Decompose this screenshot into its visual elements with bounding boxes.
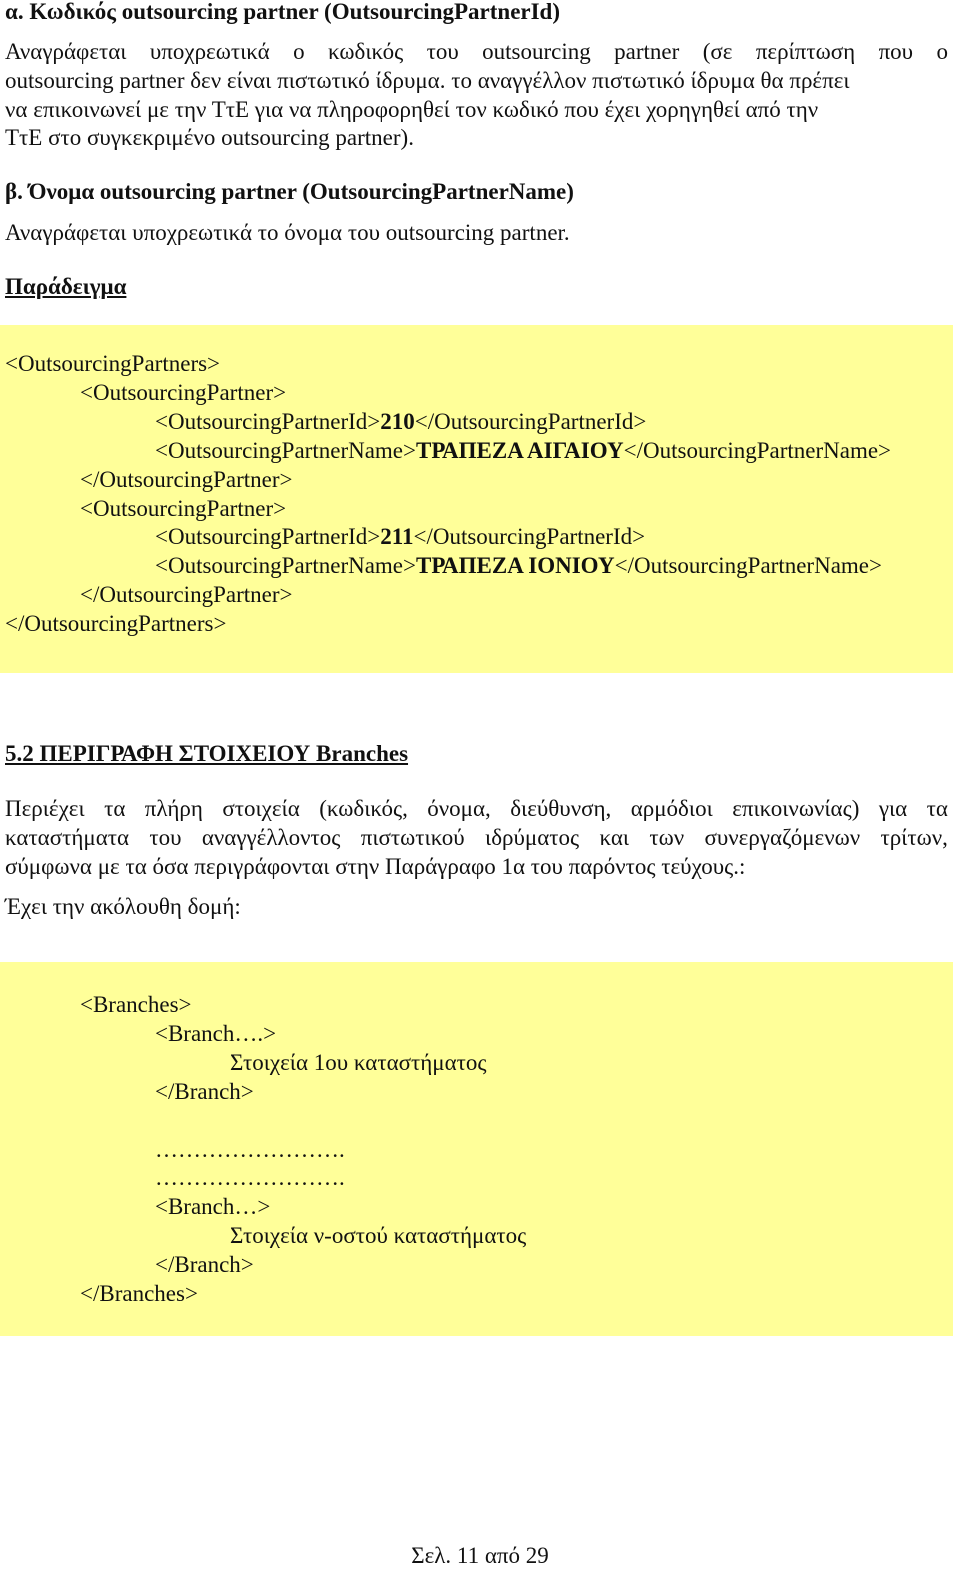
code-line-7-close: </OutsourcingPartnerId> [413, 524, 646, 549]
section-b-heading: β. Όνομα outsourcing partner (OutsourcingPartnerName) [5, 179, 574, 204]
struct-line-10: </Branches> [80, 1281, 198, 1306]
code-line-8-close: </OutsourcingPartnerName> [614, 553, 882, 578]
section-a-paragraph [5, 38, 948, 153]
word: των [649, 824, 685, 850]
word: πιστωτικού [360, 824, 465, 850]
section-52-line-3: σύμφωνα με τα όσα περιγράφονται στην Παράγραφο 1α του παρόντος τεύχους.: [5, 853, 746, 879]
code-line-7-value: 211 [380, 524, 414, 549]
word: ο [293, 39, 305, 64]
code-line-8-open: <OutsourcingPartnerName> [155, 553, 416, 578]
section-a-line-2: outsourcing partner δεν είναι πιστωτικό ίδρυμα. το αναγγέλλον πιστωτικό ίδρυμα θα πρέπει [5, 67, 850, 93]
word: διεύθυνση, [510, 796, 612, 821]
code-line-4-close: </OutsourcingPartnerName> [623, 438, 892, 463]
word: τα [926, 796, 948, 821]
section-a-line-3: να επικοινωνεί με την ΤτΕ για να πληροφορηθεί τον κωδικό που έχει χορηγηθεί από την [5, 96, 819, 122]
code-line-7-open: <OutsourcingPartnerId> [155, 524, 381, 549]
code-line-4-open: <OutsourcingPartnerName> [155, 438, 416, 463]
code-line-3-close: </OutsourcingPartnerId> [414, 409, 647, 434]
struct-line-1: <Branches> [80, 992, 192, 1017]
section-52-heading: 5.2 ΠΕΡΙΓΡΑΦΗ ΣΤΟΙΧΕΙΟΥ Branches [5, 741, 409, 766]
code-line-8 [155, 552, 882, 581]
section-a-line-1 [5, 38, 948, 67]
word: partner [614, 39, 680, 64]
word: περίπτωση [755, 39, 856, 64]
word: outsourcing [482, 39, 591, 64]
word: Αναγράφεται [5, 39, 127, 64]
word: του [426, 39, 459, 64]
code-line-2: <OutsourcingPartner> [80, 380, 287, 405]
word: (κωδικός, [319, 796, 408, 821]
word: Περιέχει [5, 796, 85, 821]
section-52-line-2 [5, 824, 948, 853]
code-line-4 [155, 437, 891, 466]
code-line-3-open: <OutsourcingPartnerId> [155, 409, 381, 434]
code-line-4-value: ΤΡΑΠΕΖΑ ΑΙΓΑΙΟΥ [416, 438, 624, 463]
struct-line-3: Στοιχεία 1ου καταστήματος [230, 1050, 487, 1075]
example-code-box [0, 325, 953, 673]
code-line-1: <OutsourcingPartners> [5, 351, 221, 376]
code-line-9: </OutsourcingPartner> [80, 582, 293, 607]
word: αναγγέλλοντος [201, 824, 341, 850]
word: αρμόδιοι [630, 796, 713, 821]
example-label: Παράδειγμα [5, 274, 127, 299]
struct-line-6: ……………………. [155, 1165, 345, 1190]
section-52-paragraph [5, 795, 948, 881]
code-line-8-value: ΤΡΑΠΕΖΑ ΙΟΝΙΟΥ [416, 553, 615, 578]
struct-line-7: <Branch…> [155, 1194, 271, 1219]
structure-intro: Έχει την ακόλουθη δομή: [5, 894, 241, 919]
word: καταστήματα [5, 824, 130, 850]
code-line-7 [155, 523, 645, 552]
code-line-3-value: 210 [380, 409, 415, 434]
word: ο [936, 39, 948, 64]
section-a-line-4: ΤτΕ στο συγκεκριμένο outsourcing partner). [5, 125, 414, 151]
word: ιδρύματος [485, 824, 580, 850]
section-b-text: Αναγράφεται υποχρεωτικά το όνομα του outsourcing partner. [5, 220, 570, 245]
code-line-10: </OutsourcingPartners> [5, 611, 227, 636]
word: (σε [702, 39, 733, 64]
word: του [149, 824, 182, 850]
structure-code-box [0, 962, 953, 1336]
code-line-6: <OutsourcingPartner> [80, 496, 287, 521]
struct-line-4: </Branch> [155, 1079, 254, 1104]
struct-line-9: </Branch> [155, 1252, 254, 1277]
word: όνομα, [427, 796, 491, 821]
code-line-3 [155, 408, 646, 437]
struct-line-8: Στοιχεία ν-οστού καταστήματος [230, 1223, 527, 1248]
word: τα [104, 796, 126, 821]
section-a-heading: α. Κωδικός outsourcing partner (OutsourcingPartnerId) [5, 0, 561, 24]
section-52-line-1 [5, 795, 948, 824]
word: κωδικός [328, 39, 404, 64]
word: που [878, 39, 914, 64]
word: πλήρη [144, 796, 203, 821]
struct-line-5: ……………………. [155, 1137, 345, 1162]
page-number: Σελ. 11 από 29 [411, 1543, 549, 1568]
word: επικοινωνίας) [732, 796, 860, 821]
word: για [878, 796, 908, 821]
struct-line-2: <Branch….> [155, 1021, 277, 1046]
word: συνεργαζόμενων [704, 824, 861, 850]
word: και [599, 824, 630, 850]
code-line-5: </OutsourcingPartner> [80, 467, 293, 492]
word: υποχρεωτικά [149, 39, 270, 64]
word: τρίτων, [880, 824, 948, 850]
word: στοιχεία [222, 796, 300, 821]
